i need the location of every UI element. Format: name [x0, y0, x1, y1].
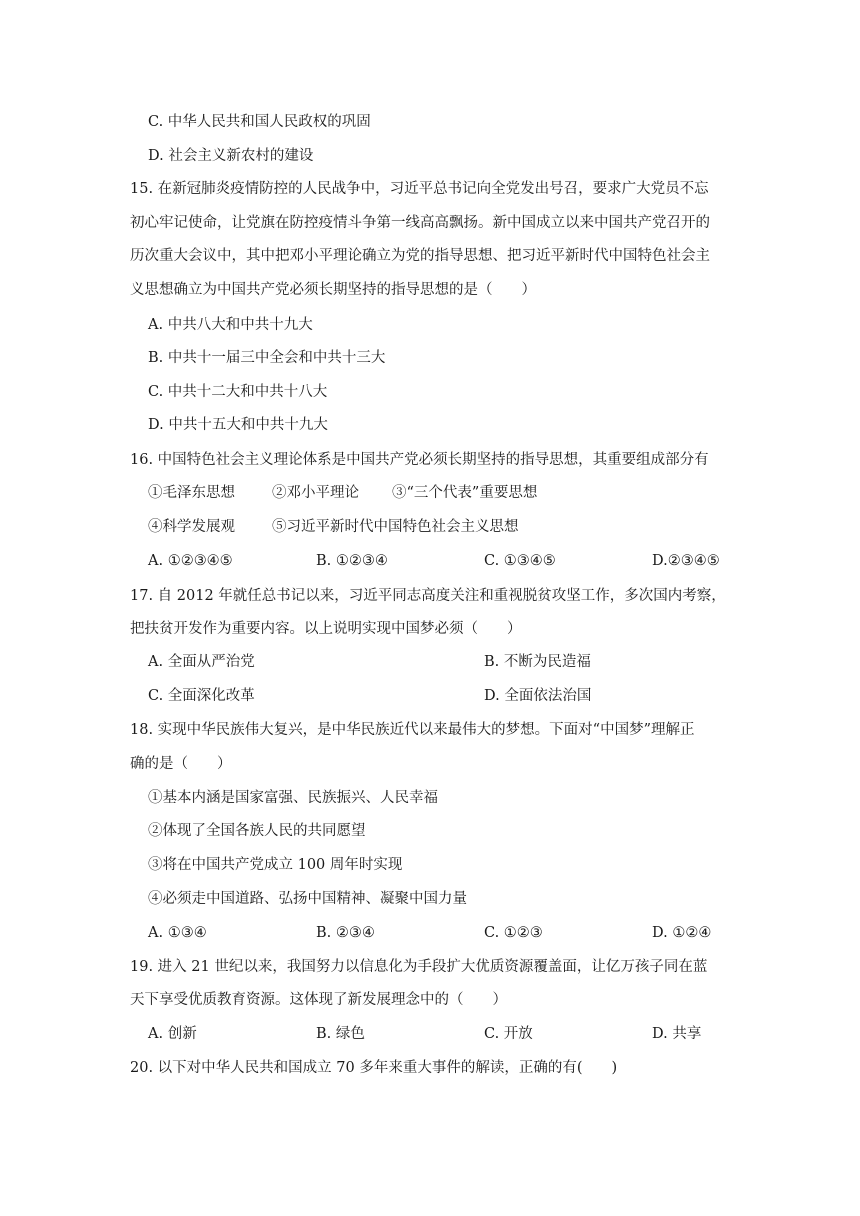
q19-option-a: A. 创新	[148, 1026, 197, 1042]
q15-option-b: B. 中共十一届三中全会和中共十三大	[148, 350, 386, 366]
q18-option-c: C. ①②③	[484, 925, 543, 941]
q16-option-b: B. ①②③④	[316, 553, 388, 569]
q18-item-3: ③将在中国共产党成立 100 周年时实现	[148, 857, 403, 873]
q17-stem-line2: 把扶贫开发作为重要内容。以上说明实现中国梦必须（ ）	[130, 621, 522, 637]
q18-option-d: D. ①②④	[652, 925, 712, 941]
q15-stem-line3: 历次重大会议中，其中把邓小平理论确立为党的指导思想、把习近平新时代中国特色社会主	[130, 248, 710, 264]
q14-option-d: D. 社会主义新农村的建设	[148, 148, 314, 164]
q17-option-c: C. 全面深化改革	[148, 688, 255, 704]
q15-stem-line4: 义思想确立为中国共产党必须长期坚持的指导思想的是（ ）	[130, 282, 536, 298]
q16-item-4: ④科学发展观	[148, 519, 235, 535]
q16-item-2: ②邓小平理论	[272, 485, 359, 501]
q18-stem-line1: 18. 实现中华民族伟大复兴，是中华民族近代以来最伟大的梦想。下面对“中国梦”理解正	[130, 722, 695, 738]
q17-option-a: A. 全面从严治党	[148, 654, 255, 670]
q17-option-b: B. 不断为民造福	[484, 654, 591, 670]
q18-option-a: A. ①③④	[148, 925, 207, 941]
q16-option-d: D.②③④⑤	[652, 553, 720, 569]
q17-stem-line1: 17. 自 2012 年就任总书记以来，习近平同志高度关注和重视脱贫攻坚工作，多次国内考察，	[130, 588, 726, 604]
q15-option-a: A. 中共八大和中共十九大	[148, 317, 313, 333]
q15-stem-line2: 初心牢记使命，让党旗在防控疫情斗争第一线高高飘扬。新中国成立以来中国共产党召开的	[130, 215, 710, 231]
q20-stem-line1: 20. 以下对中华人民共和国成立 70 多年来重大事件的解读，正确的有( )	[130, 1060, 618, 1076]
q18-item-1: ①基本内涵是国家富强、民族振兴、人民幸福	[148, 790, 438, 806]
q14-option-c: C. 中华人民共和国人民政权的巩固	[148, 114, 371, 130]
q19-option-b: B. 绿色	[316, 1026, 365, 1042]
q15-option-c: C. 中共十二大和中共十八大	[148, 384, 328, 400]
q16-item-5: ⑤习近平新时代中国特色社会主义思想	[272, 519, 519, 535]
q16-option-a: A. ①②③④⑤	[148, 553, 233, 569]
q19-option-c: C. 开放	[484, 1026, 533, 1042]
q15-stem-line1: 15. 在新冠肺炎疫情防控的人民战争中，习近平总书记向全党发出号召，要求广大党员不忘	[130, 181, 709, 197]
q15-option-d: D. 中共十五大和中共十九大	[148, 417, 328, 433]
q18-option-b: B. ②③④	[316, 925, 375, 941]
q19-option-d: D. 共享	[652, 1026, 702, 1042]
q18-stem-line2: 确的是（ ）	[130, 756, 232, 772]
q19-stem-line2: 天下享受优质教育资源。这体现了新发展理念中的（ ）	[130, 992, 507, 1008]
q16-item-3: ③“三个代表”重要思想	[392, 485, 538, 501]
q16-item-1: ①毛泽东思想	[148, 485, 235, 501]
q18-item-2: ②体现了全国各族人民的共同愿望	[148, 823, 366, 839]
q19-stem-line1: 19. 进入 21 世纪以来，我国努力以信息化为手段扩大优质资源覆盖面，让亿万孩子同在蓝	[130, 959, 708, 975]
q18-item-4: ④必须走中国道路、弘扬中国精神、凝聚中国力量	[148, 891, 467, 907]
q17-option-d: D. 全面依法治国	[484, 688, 592, 704]
q16-stem-line1: 16. 中国特色社会主义理论体系是中国共产党必须长期坚持的指导思想，其重要组成部分有	[130, 452, 709, 468]
q16-option-c: C. ①③④⑤	[484, 553, 556, 569]
